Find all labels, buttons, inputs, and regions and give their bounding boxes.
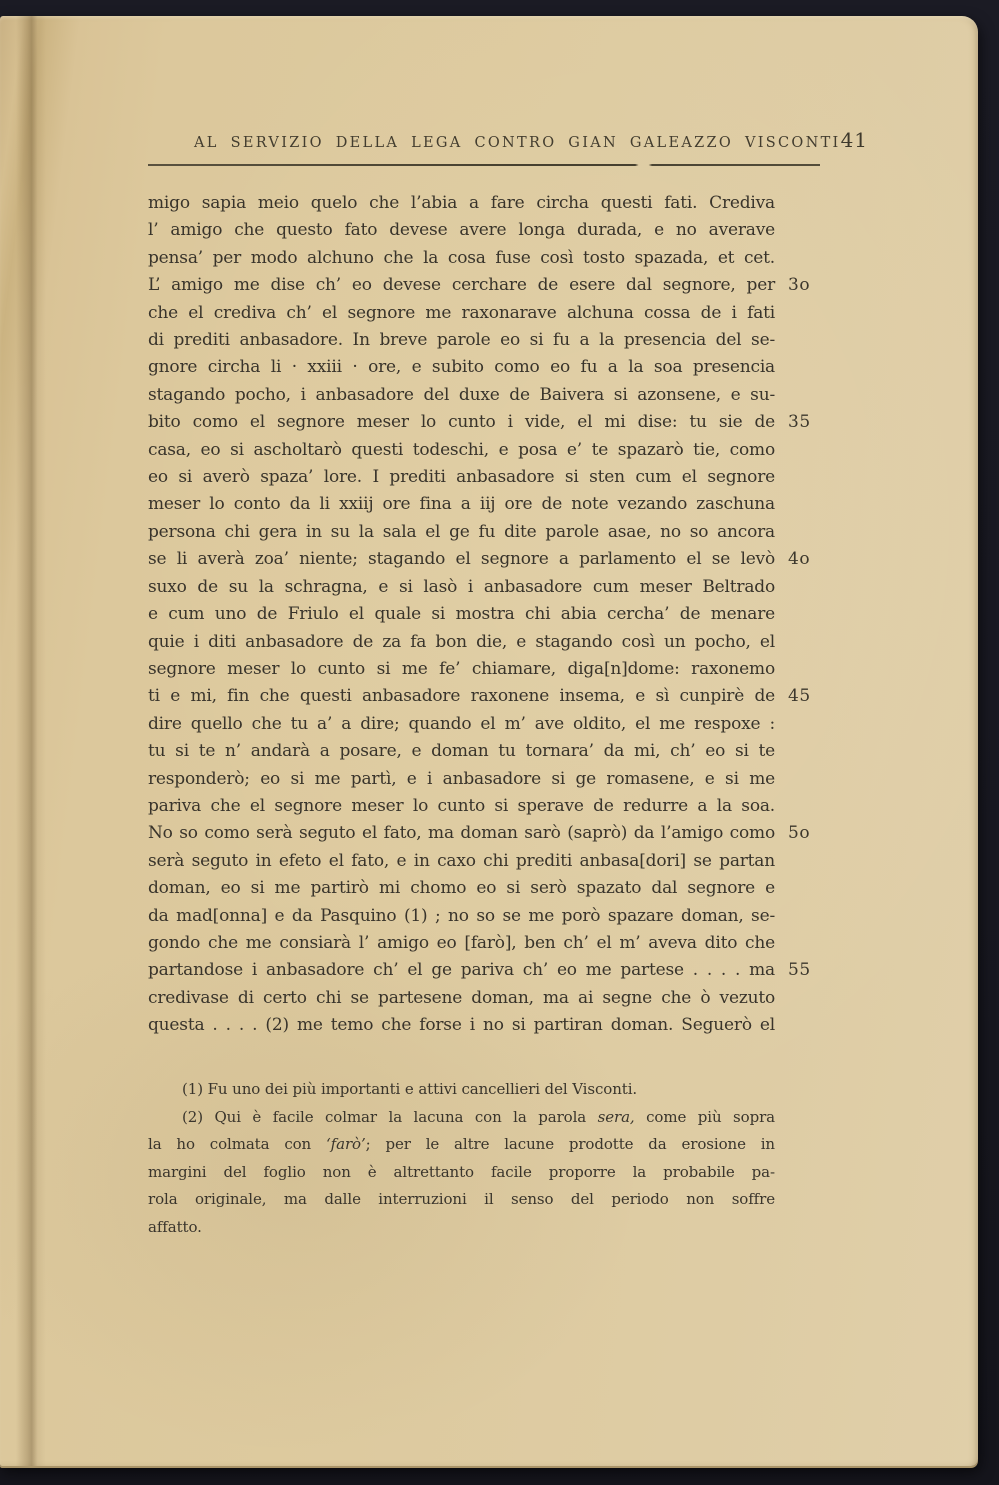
footnote-line (148, 1076, 775, 1104)
body-line: eo si averò spaza’ lore. I prediti anbasadore si sten cum el segnore (148, 467, 775, 488)
body-line: suxo de su la schragna, e si lasò i anbasadore cum meser Beltrado (148, 576, 775, 597)
body-line: da mad[onna] e da Pasquino (1) ; no so se me porò spazare doman, se- (148, 905, 775, 926)
footnote-text: (2) Qui è facile colmar la lacuna con la parola (182, 1107, 598, 1126)
body-line: migo sapia meio quelo che l’abia a fare circha questi fati. Crediva (148, 193, 775, 213)
body-line: serà seguto in efeto el fato, e in caxo chi prediti anbasa[dori] se partan (148, 850, 775, 871)
body-line: L’ amigo me dise ch’ eo devese cerchare de esere dal segnore, per 3o (148, 272, 775, 299)
page-number: 41 (840, 128, 869, 152)
body-line: tu si te n’ andarà a posare, e doman tu tornara’ da mi, ch’ eo si te (148, 741, 775, 762)
body-line: casa, eo si ascholtarò questi todeschi, e posa e’ te spazarò tie, como (148, 439, 775, 460)
margin-line-number: 45 (788, 686, 811, 707)
margin-line-number: 4o (788, 549, 811, 570)
body-line: pensa’ per modo alchuno che la cosa fuse così tosto spazada, et cet. (148, 247, 775, 268)
body-line: gnore circha li · xxiii · ore, e subito como eo fu a la soa presencia (148, 357, 775, 378)
running-header-title: AL SERVIZIO DELLA LEGA CONTRO GIAN GALEAZZO VISCONTI (194, 135, 841, 151)
body-line: di prediti anbasadore. In breve parole eo si fu a la presencia del se- (148, 330, 775, 351)
margin-line-number: 55 (788, 960, 811, 981)
footnote-line (148, 1214, 775, 1242)
page-sheet (0, 16, 978, 1466)
footnote-line (148, 1131, 775, 1159)
footnote-line (148, 1186, 775, 1214)
footnote-italic-text: ‘farò’ (326, 1135, 366, 1153)
footnotes (148, 1076, 775, 1241)
body-line: partandose i anbasadore ch’ el ge pariva ch’ eo me partese . . . . ma 55 (148, 957, 775, 984)
body-line: l’ amigo che questo fato devese avere longa durada, e no averave (148, 220, 775, 241)
body-line: questa . . . . (2) me temo che forse i no si partiran doman. Seguerò el (148, 1015, 775, 1036)
footnote-line (148, 1159, 775, 1187)
running-header (148, 128, 869, 152)
body-line: credivase di certo chi se partesene doman, ma ai segne che ò vezuto (148, 987, 775, 1008)
body-line: meser lo conto da li xxiij ore fina a iij ore de note vezando zaschuna (148, 494, 775, 515)
footnote-text: rola originale, ma dalle interruzioni il senso del periodo non soffre (148, 1190, 775, 1208)
body-line: stagando pocho, i anbasadore del duxe de Baivera si azonsene, e su- (148, 384, 775, 405)
body-line: bito como el segnore meser lo cunto i vide, el mi dise: tu sie de 35 (148, 409, 775, 436)
footnote-text: ; per le altre lacune prodotte da erosione in (365, 1135, 775, 1153)
body-line: quie i diti anbasadore de za fa bon die, e stagando così un pocho, el (148, 631, 775, 652)
body-line: doman, eo si me partirò mi chomo eo si serò spazato dal segnore e (148, 878, 775, 899)
header-rule (148, 164, 820, 166)
body-line: e cum uno de Friulo el quale si mostra chi abia cercha’ de menare (148, 604, 775, 625)
body-line: ti e mi, fin che questi anbasadore raxonene insema, e sì cunpirè de 45 (148, 683, 775, 710)
body-line: pariva che el segnore meser lo cunto si sperave de redurre a la soa. (148, 795, 775, 816)
body-line: dire quello che tu a’ a dire; quando el m’ ave oldito, el me respoxe : (148, 713, 775, 734)
body-line: che el crediva ch’ el segnore me raxonarave alchuna cossa de i fati (148, 302, 775, 323)
body-line: segnore meser lo cunto si me fe’ chiamare, diga[n]dome: raxonemo (148, 658, 775, 679)
footnote-text: (1) Fu uno dei più importanti e attivi cancellieri del Visconti. (182, 1080, 638, 1098)
footnote-text: margini del foglio non è altrettanto facile proporre la probabile pa- (148, 1162, 775, 1181)
body-line: responderò; eo si me partì, e i anbasadore si ge romasene, e si me (148, 768, 775, 789)
footnote-italic-text: sera, (597, 1107, 635, 1126)
body-line: No so como serà seguto el fato, ma doman sarò (saprò) da l’amigo como 5o (148, 820, 775, 847)
body-line: gondo che me consiarà l’ amigo eo [farò], ben ch’ el m’ aveva dito che (148, 932, 775, 953)
footnote-text: come più sopra (634, 1107, 775, 1126)
body-line: persona chi gera in su la sala el ge fu dite parole asae, no so ancora (148, 521, 775, 542)
margin-line-number: 3o (788, 275, 811, 296)
body-lines (148, 190, 811, 1040)
body-line: se li averà zoa’ niente; stagando el segnore a parlamento el se levò 4o (148, 546, 775, 573)
margin-line-number: 35 (788, 412, 811, 433)
footnote-line (148, 1104, 775, 1132)
footnote-text: affatto. (148, 1217, 202, 1236)
gutter-crease (16, 16, 46, 1466)
footnote-text: la ho colmata con (148, 1135, 326, 1153)
margin-line-number: 5o (788, 823, 811, 844)
